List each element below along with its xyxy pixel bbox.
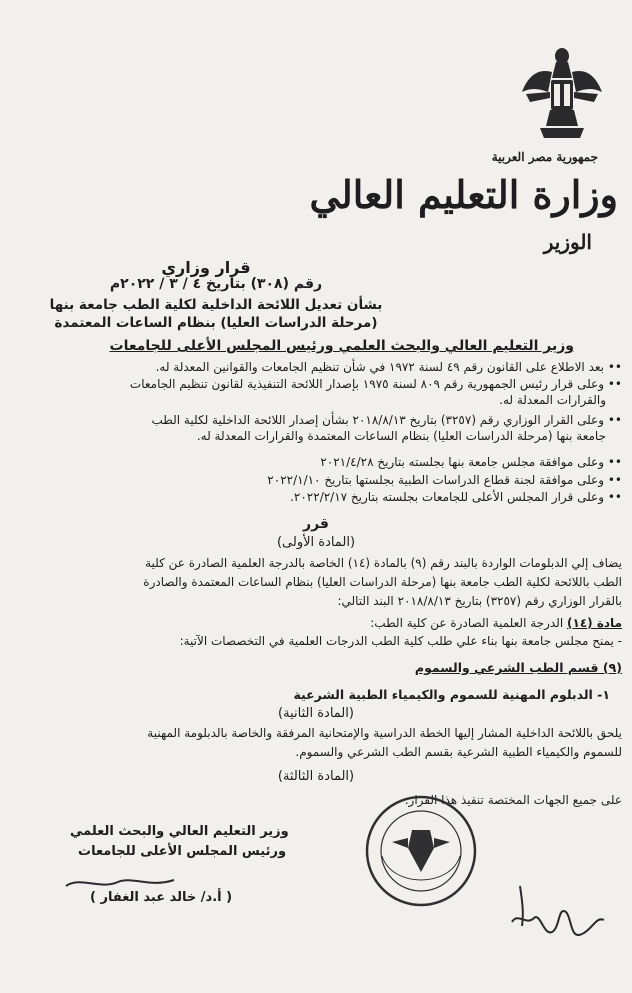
signature-scribble xyxy=(60,872,180,894)
preamble-item: •• وعلى قرار المجلس الأعلى للجامعات بجلسته بتاريخ ٢٠٢٢/٢/١٧. xyxy=(290,490,622,504)
article3-line: على جميع الجهات المختصة تنفيذ هذا القرار. xyxy=(404,793,622,807)
preamble-item: جامعة بنها (مرحلة الدراسات العليا) بنظام الساعات المعتمدة والقرارات المعدلة له. xyxy=(196,429,606,443)
article1-line: الطب باللائحة لكلية الطب جامعة بنها (مرحلة الدراسات العليا) بنظام الساعات المعتمدة والصادرة xyxy=(143,575,622,589)
decree-stage: (مرحلة الدراسات العليا) بنظام الساعات المعتمدة xyxy=(54,315,378,331)
article1-grant: - يمنح مجلس جامعة بنها بناء علي طلب كلية الطب الدرجات العلمية في التخصصات الآتية: xyxy=(179,634,622,648)
decree-subject: بشأن تعديل اللائحة الداخلية لكلية الطب جامعة بنها xyxy=(49,297,383,313)
eagle-emblem xyxy=(520,42,604,154)
preamble-item: •• بعد الاطلاع على القانون رقم ٤٩ لسنة ١٩٧٢ في شأن تنظيم الجامعات والقوانين المعدلة له. xyxy=(155,360,622,374)
preamble-item: •• وعلى موافقة لجنة قطاع الدراسات الطبية بجلستها بتاريخ ٢٠٢٢/١/١٠ xyxy=(267,473,622,487)
decides-heading: قرر xyxy=(303,516,329,532)
signatory-title: وزير التعليم العالي والبحث العلمي xyxy=(70,824,289,839)
ministry-name: وزارة التعليم العالي xyxy=(309,172,618,217)
minister-title: الوزير xyxy=(543,230,592,254)
article3-heading: (المادة الثالثة) xyxy=(277,769,355,784)
article1-heading: (المادة الأولى) xyxy=(276,535,356,550)
official-stamp xyxy=(362,792,480,910)
article1-line: يضاف إلي الدبلومات الواردة بالبند رقم (٩) بالمادة (١٤) الخاصة بالدرجة العلمية الصادرة عن كلية xyxy=(145,556,622,570)
signatory-council: ورئيس المجلس الأعلى للجامعات xyxy=(78,844,287,859)
article1-line: بالقرار الوزاري رقم (٣٢٥٧) بتاريخ ٢٠١٨/٨/١٣ البند التالي: xyxy=(337,594,622,608)
article1-department: (٩) قسم الطب الشرعي والسموم xyxy=(414,660,622,675)
decree-title: قرار وزاري xyxy=(161,258,251,277)
preamble-item: •• وعلى القرار الوزاري رقم (٣٢٥٧) بتاريخ ٢٠١٨/٨/١٣ بشأن إصدار اللائحة الداخلية لكلية الطب xyxy=(151,413,622,427)
issuer-title: وزير التعليم العالي والبحث العلمي ورئيس المجلس الأعلى للجامعات xyxy=(109,338,574,354)
article1-subheading: مادة (١٤) الدرجة العلمية الصادرة عن كلية الطب: xyxy=(370,616,622,630)
article2-heading: (المادة الثانية) xyxy=(278,706,354,721)
preamble-item: •• وعلى قرار رئيس الجمهورية رقم ٨٠٩ لسنة ١٩٧٥ بإصدار اللائحة التنفيذية لقانون تنظيم الجامعات xyxy=(129,377,622,391)
handwritten-signature xyxy=(500,882,610,952)
article2-line: يلحق باللائحة الداخلية المشار إليها الخطة الدراسية والإمتحانية المرفقة والخاصة بالدبلومة المهنية xyxy=(147,726,622,740)
decree-number: رقم (٣٠٨) بتاريخ ٤ / ٣ / ٢٠٢٢م xyxy=(109,276,323,292)
signatory-name: ( أ.د/ خالد عبد الغفار ) xyxy=(90,890,233,905)
preamble-item: والقرارات المعدلة له. xyxy=(499,393,606,407)
republic-name: جمهورية مصر العربية xyxy=(491,150,598,164)
article1-diploma: ١- الدبلوم المهنية للسموم والكيمياء الطبية الشرعية xyxy=(293,687,610,702)
preamble-item: •• وعلى موافقة مجلس جامعة بنها بجلسته بتاريخ ٢٠٢١/٤/٢٨ xyxy=(320,455,622,469)
article2-line: للسموم والكيمياء الطبية الشرعية بقسم الطب الشرعي والسموم. xyxy=(295,745,622,759)
